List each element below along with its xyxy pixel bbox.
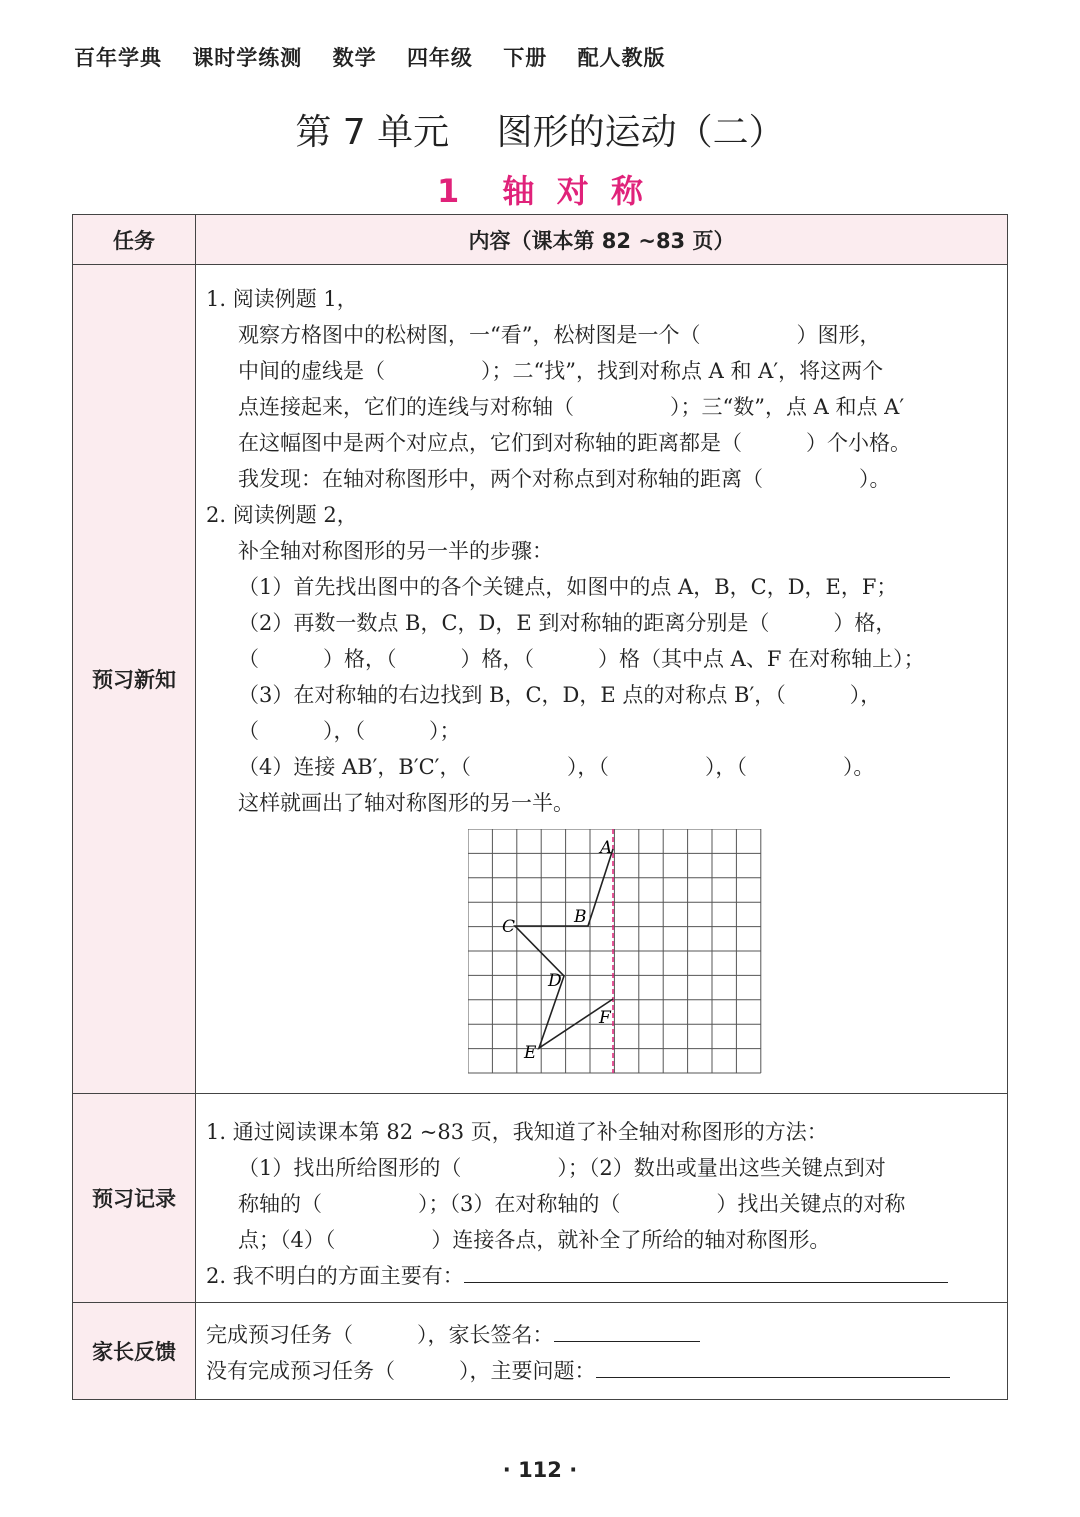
parent-line: [206, 1353, 995, 1389]
text: ）格，: [833, 611, 897, 635]
q1-line: [206, 389, 995, 425]
grid-figure: [468, 829, 768, 1079]
text: 点连接起来，它们的连线与对称轴（: [238, 395, 574, 419]
q1-line: [206, 353, 995, 389]
row-parent: [73, 1303, 1008, 1400]
text: ）格，（: [460, 647, 534, 671]
row-record: [73, 1094, 1008, 1303]
preview-content: [196, 265, 1008, 1094]
header-item: 四年级: [406, 46, 473, 70]
point-label-a: A: [600, 838, 613, 858]
unit-name: 图形的运动（二）: [496, 112, 785, 153]
text: （: [238, 647, 259, 671]
row-label-preview: 预习新知: [73, 265, 196, 1094]
record-line: [206, 1186, 995, 1222]
point-label-b: B: [574, 907, 587, 927]
point-label-c: C: [502, 917, 516, 937]
grid-lines: [468, 829, 761, 1073]
header-item: 数学: [332, 46, 377, 70]
q2-intro: 补全轴对称图形的另一半的步骤：: [238, 539, 553, 563]
text: ），主要问题：: [459, 1359, 596, 1383]
book-header: [74, 42, 688, 72]
col-task-header: 任务: [73, 215, 196, 265]
text: ）格，（: [323, 647, 397, 671]
lesson-name: 轴 对 称: [502, 172, 643, 210]
record-line: [206, 1150, 995, 1186]
header-item: 配人教版: [577, 46, 666, 70]
q1-title: 1. 阅读例题 1，: [206, 287, 358, 311]
header-item: 课时学练测: [192, 46, 303, 70]
record-line: 1. 通过阅读课本第 82 ~83 页，我知道了补全轴对称图形的方法：: [206, 1120, 828, 1144]
header-item: 百年学典: [74, 46, 162, 70]
q1-line: [206, 425, 995, 461]
table-header-row: [73, 215, 1008, 265]
q2-step-4: [206, 749, 995, 785]
text: ）；二“找”，找到对称点 A 和 A′，将这两个: [481, 359, 884, 383]
text: 2. 我不明白的方面主要有：: [206, 1264, 464, 1288]
record-content: [196, 1094, 1008, 1303]
q2-title: 2. 阅读例题 2，: [206, 503, 358, 527]
text: 观察方格图中的松树图，一“看”，松树图是一个（: [238, 323, 701, 347]
text: ）连接各点，就补全了所给的轴对称图形。: [431, 1228, 831, 1252]
text: （2）再数一数点 B，C，D，E 到对称轴的距离分别是（: [238, 611, 770, 635]
unit-title: [0, 104, 1080, 155]
text: ），家长签名：: [417, 1323, 554, 1347]
text: ）找出关键点的对称: [716, 1192, 906, 1216]
problem-underline[interactable]: [596, 1355, 950, 1378]
lesson-number: 1: [437, 172, 460, 210]
point-label-e: E: [524, 1043, 537, 1063]
grid-figure-svg: [468, 829, 768, 1079]
q1-line: [206, 461, 995, 497]
record-line: [206, 1258, 995, 1294]
lesson-title: [0, 166, 1080, 212]
signature-underline[interactable]: [554, 1319, 700, 1342]
text: ）；: [429, 719, 461, 743]
text: ）个小格。: [806, 431, 911, 455]
unit-number: 第 7 单元: [295, 112, 450, 153]
text: ），: [849, 683, 882, 707]
text: 在这幅图中是两个对应点，它们到对称轴的距离都是（: [238, 431, 742, 455]
text: 中间的虚线是（: [238, 359, 385, 383]
text: ）图形，: [796, 323, 881, 347]
text: ）；三“数”，点 A 和点 A′: [670, 395, 905, 419]
q2-step-2-cont: [206, 641, 995, 677]
row-label-record: 预习记录: [73, 1094, 196, 1303]
text: ）。: [842, 755, 875, 779]
q2-step-3-cont: [206, 713, 995, 749]
text: ），（: [566, 755, 609, 779]
text: ）格（其中点 A、F 在对称轴上）；: [598, 647, 925, 671]
q2-step-3: [206, 677, 995, 713]
text: 没有完成预习任务（: [206, 1359, 395, 1383]
record-line: [206, 1222, 995, 1258]
text: ）。: [859, 467, 891, 491]
text: ）；（2）数出或量出这些关键点到对: [557, 1156, 886, 1180]
text: （4）连接 AB′，B′C′，（: [238, 755, 471, 779]
text: ），（: [704, 755, 747, 779]
answer-underline[interactable]: [464, 1260, 948, 1283]
parent-line: [206, 1317, 995, 1353]
text: 称轴的（: [238, 1192, 322, 1216]
point-label-d: D: [548, 971, 562, 991]
q1-line: [206, 317, 995, 353]
row-preview: [73, 265, 1008, 1094]
text: ）；（3）在对称轴的（: [418, 1192, 621, 1216]
parent-content: [196, 1303, 1008, 1400]
q2-step-2: [206, 605, 995, 641]
q2-step-1: （1）首先找出图中的各个关键点，如图中的点 A，B，C，D，E，F；: [238, 575, 898, 599]
text: 点；（4）（: [238, 1228, 336, 1252]
task-table: [72, 214, 1008, 1400]
q2-end: 这样就画出了轴对称图形的另一半。: [238, 791, 574, 815]
text: （1）找出所给图形的（: [238, 1156, 462, 1180]
header-item: 下册: [503, 46, 548, 70]
page-number: · 112 ·: [502, 1458, 578, 1482]
text: （3）在对称轴的右边找到 B，C，D，E 点的对称点 B′，（: [238, 683, 786, 707]
row-label-parent: 家长反馈: [73, 1303, 196, 1400]
text: （: [238, 719, 259, 743]
point-label-f: F: [599, 1008, 611, 1028]
text: 完成预习任务（: [206, 1323, 353, 1347]
text: ），（: [323, 719, 365, 743]
text: 我发现：在轴对称图形中，两个对称点到对称轴的距离（: [238, 467, 763, 491]
col-content-header: 内容（课本第 82 ~83 页）: [196, 215, 1008, 265]
